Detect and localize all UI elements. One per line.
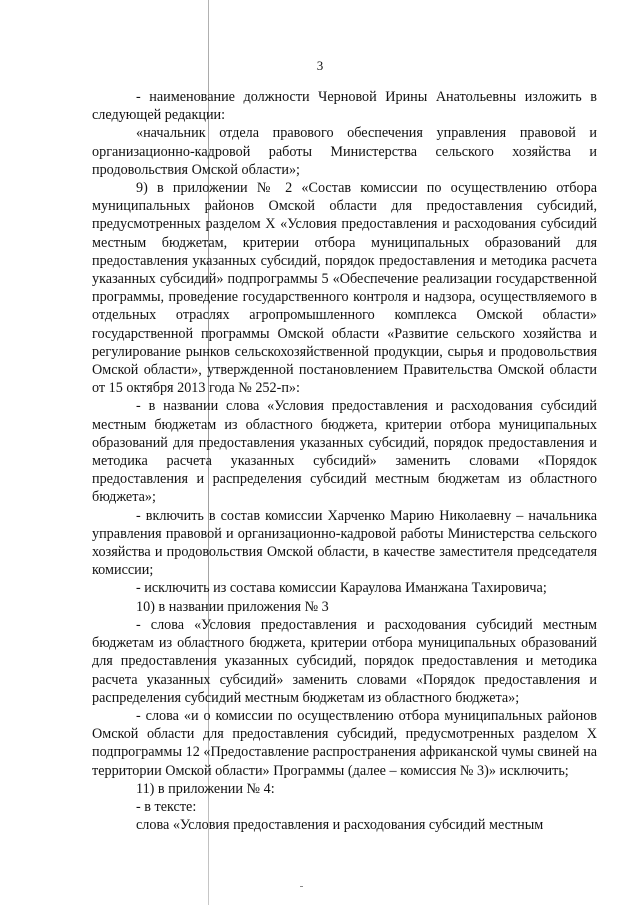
paragraph-12: слова «Условия предоставления и расходования субсидий местным: [136, 817, 544, 834]
paragraph-7: 10) в названии приложения № 3: [136, 598, 329, 615]
paragraph-9: - слова «и о комиссии по осуществлению отбора муниципальных районов Омской области для предоставления субсидий, предусмотренных разделом X подпрограммы 12 «Предоставление распространения африканской чумы свиней на территории Омской области» Программы (далее – комиссия № 3)» исключить;: [92, 707, 597, 779]
paragraph-4: - в названии слова «Условия предоставления и расходования субсидий местным бюджетам из областного бюджета, критерии отбора муниципальных образований для предоставления указанных субсидий, порядок предоставления и методика расчета указанных субсидий» заменить словами «Порядок предоставления и распределения субсидий местным бюджетам из областного бюджета»;: [92, 398, 597, 506]
paragraph-8: - слова «Условия предоставления и расходования субсидий местным бюджетам из областного бюджета, критерии отбора муниципальных образований для предоставления указанных субсидий, порядок предоставления и методика расчета указанных субсидий» заменить словами «Порядок предоставления и распределения субсидий местным бюджетам из областного бюджета»;: [92, 616, 597, 706]
paragraph-2: «начальник отдела правового обеспечения управления правовой и организационно-кадровой работы Министерства сельского хозяйства и продовольствия Омской области»;: [92, 125, 597, 178]
paragraph-6: - исключить из состава комиссии Караулова Иманжана Тахировича;: [136, 580, 547, 597]
paragraph-10: 11) в приложении № 4:: [136, 780, 275, 797]
paragraph-11: - в тексте:: [136, 798, 197, 815]
document-body: [92, 88, 597, 834]
page-number: 3: [316, 58, 324, 73]
scan-artifact: [300, 886, 303, 887]
paragraph-5: - включить в состав комиссии Харченко Марию Николаевну – начальника управления правовой и организационно-кадровой работы Министерства сельского хозяйства и продовольствия Омской области, в качестве заместителя председателя комиссии;: [92, 507, 597, 579]
paragraph-3: 9) в приложении № 2 «Состав комиссии по осуществлению отбора муниципальных районов Омской области для предоставления субсидий, предусмотренных разделом X «Условия предоставления и расходования субсидий местным бюджетам, критерии отбора муниципальных образований для предоставления указанных субсидий, порядок предоставления и методика расчета указанных субсидий» подпрограммы 5 «Обеспечение реализации государственной программы, проведение государственного контроля и надзора, осуществляемого в отдельных отраслях агропромышленного комплекса Омской области» государственной программы Омской области «Развитие сельского хозяйства и регулирование рынков сельскохозяйственной продукции, сырья и продовольствия Омской области», утвержденной постановлением Правительства Омской области от 15 октября 2013 года № 252-п»:: [92, 180, 597, 397]
paragraph-1: - наименование должности Черновой Ирины Анатольевны изложить в следующей редакции:: [92, 89, 597, 124]
